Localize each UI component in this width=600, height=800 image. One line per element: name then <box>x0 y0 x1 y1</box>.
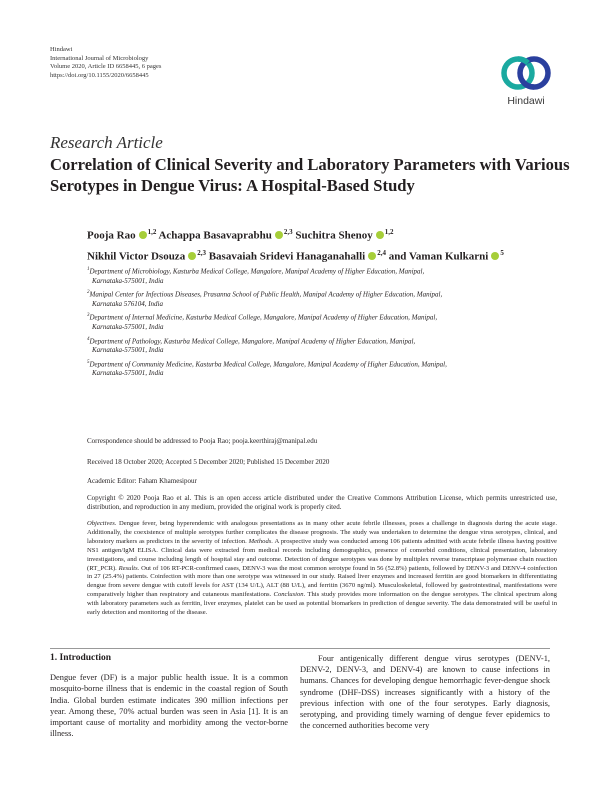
affiliation-line: Department of Internal Medicine, Kasturba Medical College, Mangalore, Manipal Academy of Higher Education, Manipal, <box>89 313 438 322</box>
orcid-icon[interactable] <box>368 252 376 260</box>
article-title: Correlation of Clinical Severity and Laboratory Parameters with Various Serotypes in Dengue Virus: A Hospital-Based Study <box>50 155 570 195</box>
author-affiliation-ref: 1,2 <box>384 228 394 236</box>
affiliation-item <box>87 358 557 379</box>
author-name: and Vaman Kulkarni <box>388 250 489 263</box>
journal-meta <box>50 46 161 80</box>
author-affiliation-ref: 2,3 <box>197 248 206 257</box>
correspondence: Correspondence should be addressed to Pooja Rao; pooja.keerthiraj@manipal.edu <box>87 437 318 445</box>
affiliation-item <box>87 265 557 286</box>
affiliation-item <box>87 311 557 332</box>
orcid-icon[interactable] <box>491 252 499 260</box>
abstract-results-label: Results. <box>118 564 140 572</box>
body-column-right <box>300 653 550 731</box>
affiliation-line: Karnataka 576104, India <box>92 299 163 308</box>
body-paragraph: Four antigenically different dengue virus serotypes (DENV-1, DENV-2, DENV-3, and DENV-4) are known to cause infections in humans. Chances for developing dengue hemorrhagic fever-dengue shock syndrome (DHF-DSS) increases significantly with a history of the previous infection with one of the four serotypes. Early diagnosis, serotyping, and providing timely warning of dengue fever epidemics to the concerned authorities become very <box>300 654 550 731</box>
affiliation-line: Manipal Center for Infectious Diseases, Prasanna School of Public Health, Manipal Academy of Higher Education, Manipal, <box>89 290 443 299</box>
orcid-icon[interactable] <box>139 231 147 239</box>
abstract-conclusion-label: Conclusion. <box>273 591 306 599</box>
author-affiliation-ref: 1,2 <box>147 228 157 236</box>
academic-editor: Academic Editor: Faham Khamesipour <box>87 477 197 485</box>
author-affiliation-ref: 5 <box>500 248 504 257</box>
affiliation-number: 3 <box>87 313 90 319</box>
abstract-objectives-label: Objectives. <box>87 520 117 527</box>
author-name: Achappa Basavaprabhu <box>158 229 272 242</box>
publication-dates: Received 18 October 2020; Accepted 5 December 2020; Published 15 December 2020 <box>87 458 330 466</box>
affiliation-number: 1 <box>87 267 90 272</box>
abstract-methods: A prospective study was conducted among 106 patients admitted with acute febrile illness having positive NS1 antigen/IgM ELISA. Clinical data were extracted from medical records including demographics, presence of comorbid conditions, clinical presentation, laboratory investigations, and course including length of hospital stay and outcome. Detection of dengue serotypes was done by multiplex reverse transcriptase polymerase chain reaction (RT_PCR). <box>87 537 557 572</box>
affiliation-list <box>87 265 557 381</box>
affiliation-line: Karnataka-575001, India <box>92 323 164 331</box>
author-name: Nikhil Victor Dsouza <box>87 250 186 263</box>
affiliation-line: Karnataka-575001, India <box>92 276 164 285</box>
author-name: Basavaiah Sridevi Hanaganahalli <box>208 250 366 263</box>
author-list <box>87 224 557 265</box>
affiliation-number: 5 <box>87 359 90 365</box>
abstract <box>87 520 557 618</box>
logo-wordmark: Hindawi <box>507 95 545 107</box>
section-divider <box>50 648 550 649</box>
abstract-objectives: Dengue fever, being hyperendemic with analogous presentations as in many other acute febrile illnesses, poses a challenge in diagnosis during the acute stage. Additionally, the coexistence of multiple serotypes further complicates the disease prognosis. The study was undertaken to determine the dengue virus serotypes, clinical, and laboratory markers as predictors in the severity of infection. <box>87 520 557 545</box>
body-paragraph: Dengue fever (DF) is a major public health issue. It is a common mosquito-borne illness that is endemic in the coastal region of South India. Global burden estimate indicates 390 million infections per year. Among these, 70% actual burden was seen in Asia [1]. It is an important cause of mortality and morbidity among the vector-borne illness. <box>50 673 288 739</box>
affiliation-item <box>87 288 557 309</box>
hindawi-logo <box>496 52 556 107</box>
author-name: Suchitra Shenoy <box>295 229 373 242</box>
orcid-icon[interactable] <box>188 252 196 260</box>
section-heading: 1. Introduction <box>50 653 112 663</box>
orcid-icon[interactable] <box>275 231 283 239</box>
affiliation-line: Karnataka-575001, India <box>92 369 164 378</box>
copyright-notice: Copyright © 2020 Pooja Rao et al. This is an open access article distributed under the Creative Commons Attribution License, which permits unrestricted use, distribution, and reproduction in any medium, provided the original work is properly cited. <box>87 494 557 512</box>
author-name: Pooja Rao <box>87 229 136 242</box>
hindawi-logo-icon <box>496 52 556 94</box>
volume-line: Volume 2020, Article ID 6658445, 6 pages <box>50 63 162 71</box>
doi-link[interactable]: https://doi.org/10.1155/2020/6658445 <box>50 71 149 79</box>
affiliation-line: Department of Pathology, Kasturba Medical College, Mangalore, Manipal Academy of Higher Education, Manipal, <box>89 337 416 346</box>
article-type: Research Article <box>50 133 163 152</box>
affiliation-number: 4 <box>87 336 90 342</box>
abstract-conclusion: This study provides more information on the dengue serotypes. The clinical spectrum along with laboratory parameters such as ferritin, liver enzymes, platelet can be used as potential biomarkers in prediction of dengue severity. The data demonstrated will be useful in early detection and monitoring of the disease. <box>87 591 557 617</box>
affiliation-line: Department of Microbiology, Kasturba Medical College, Mangalore, Manipal Academy of Higher Education, Manipal, <box>89 267 425 276</box>
abstract-results: Out of 106 RT-PCR-confirmed cases, DENV-3 was the most common serotype found in 56 (52.8%) patients, followed by DENV-3 and DENV-4 coinfection in 27 (25.4%) patients. Coinfection with more than one serotype was witnessed in our study. Raised liver enzymes and increased ferritin are good biomarkers in differentiating dengue from severe dengue with cutoff levels for AST (134 U/L), ALT (88 U/L), and ferritin (3670 ng/ml). Musculoskeletal, followed by gastrointestinal, manifestations were comparatively higher than respiratory and cutaneous manifestations. <box>87 564 557 599</box>
affiliation-line: Karnataka-575001, India <box>92 346 164 355</box>
abstract-methods-label: Methods. <box>248 537 273 545</box>
author-affiliation-ref: 2,3 <box>283 228 293 236</box>
affiliation-item <box>87 335 557 356</box>
affiliation-number: 2 <box>87 290 90 296</box>
body-column-left <box>50 653 288 739</box>
journal-name: International Journal of Microbiology <box>50 54 149 62</box>
author-affiliation-ref: 2,4 <box>377 248 386 257</box>
publisher-name: Hindawi <box>50 46 73 53</box>
orcid-icon[interactable] <box>376 231 384 239</box>
affiliation-line: Department of Community Medicine, Kasturba Medical College, Mangalore, Manipal Academy of Higher Education, Manipal, <box>89 360 447 369</box>
